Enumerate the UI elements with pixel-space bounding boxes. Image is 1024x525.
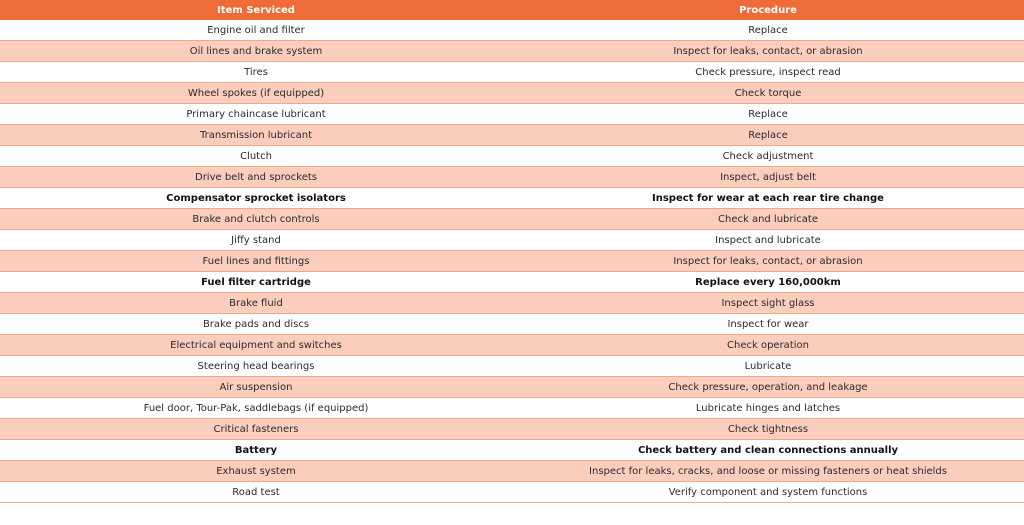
cell-item-serviced: Critical fasteners xyxy=(0,419,512,440)
table-body xyxy=(0,20,1024,503)
cell-procedure: Inspect and lubricate xyxy=(512,230,1024,251)
table-row xyxy=(0,125,1024,146)
table-row xyxy=(0,167,1024,188)
table-row xyxy=(0,83,1024,104)
cell-procedure: Check battery and clean connections annually xyxy=(512,440,1024,461)
cell-item-serviced: Transmission lubricant xyxy=(0,125,512,146)
cell-procedure: Replace xyxy=(512,104,1024,125)
cell-item-serviced: Fuel filter cartridge xyxy=(0,272,512,293)
cell-item-serviced: Engine oil and filter xyxy=(0,20,512,41)
cell-procedure: Check operation xyxy=(512,335,1024,356)
table-row xyxy=(0,209,1024,230)
table-row xyxy=(0,461,1024,482)
cell-item-serviced: Wheel spokes (if equipped) xyxy=(0,83,512,104)
cell-item-serviced: Compensator sprocket isolators xyxy=(0,188,512,209)
cell-item-serviced: Air suspension xyxy=(0,377,512,398)
cell-item-serviced: Primary chaincase lubricant xyxy=(0,104,512,125)
table-header xyxy=(0,0,1024,20)
cell-item-serviced: Brake pads and discs xyxy=(0,314,512,335)
table-row xyxy=(0,104,1024,125)
cell-procedure: Replace xyxy=(512,20,1024,41)
cell-procedure: Inspect for leaks, cracks, and loose or missing fasteners or heat shields xyxy=(512,461,1024,482)
table-row xyxy=(0,398,1024,419)
table-row xyxy=(0,314,1024,335)
cell-procedure: Inspect, adjust belt xyxy=(512,167,1024,188)
cell-procedure: Inspect for wear at each rear tire change xyxy=(512,188,1024,209)
table-row xyxy=(0,251,1024,272)
cell-procedure: Check and lubricate xyxy=(512,209,1024,230)
cell-procedure: Check pressure, operation, and leakage xyxy=(512,377,1024,398)
cell-procedure: Inspect for wear xyxy=(512,314,1024,335)
cell-item-serviced: Road test xyxy=(0,482,512,503)
cell-procedure: Check adjustment xyxy=(512,146,1024,167)
cell-procedure: Check torque xyxy=(512,83,1024,104)
table-row xyxy=(0,293,1024,314)
cell-item-serviced: Tires xyxy=(0,62,512,83)
cell-item-serviced: Exhaust system xyxy=(0,461,512,482)
table-row xyxy=(0,41,1024,62)
table-row xyxy=(0,230,1024,251)
column-header-item-serviced: Item Serviced xyxy=(0,0,512,20)
table-row xyxy=(0,482,1024,503)
table-row xyxy=(0,62,1024,83)
table-row xyxy=(0,20,1024,41)
cell-procedure: Inspect sight glass xyxy=(512,293,1024,314)
table-row xyxy=(0,377,1024,398)
table-row xyxy=(0,188,1024,209)
cell-procedure: Inspect for leaks, contact, or abrasion xyxy=(512,41,1024,62)
cell-item-serviced: Jiffy stand xyxy=(0,230,512,251)
cell-item-serviced: Clutch xyxy=(0,146,512,167)
cell-item-serviced: Brake and clutch controls xyxy=(0,209,512,230)
cell-procedure: Lubricate hinges and latches xyxy=(512,398,1024,419)
cell-item-serviced: Oil lines and brake system xyxy=(0,41,512,62)
cell-procedure: Verify component and system functions xyxy=(512,482,1024,503)
table-row xyxy=(0,440,1024,461)
cell-item-serviced: Brake fluid xyxy=(0,293,512,314)
cell-item-serviced: Electrical equipment and switches xyxy=(0,335,512,356)
cell-item-serviced: Fuel lines and fittings xyxy=(0,251,512,272)
table-row xyxy=(0,335,1024,356)
table-row xyxy=(0,272,1024,293)
cell-procedure: Replace every 160,000km xyxy=(512,272,1024,293)
cell-item-serviced: Drive belt and sprockets xyxy=(0,167,512,188)
cell-item-serviced: Steering head bearings xyxy=(0,356,512,377)
table-row xyxy=(0,356,1024,377)
cell-procedure: Lubricate xyxy=(512,356,1024,377)
cell-item-serviced: Fuel door, Tour-Pak, saddlebags (if equipped) xyxy=(0,398,512,419)
column-header-procedure: Procedure xyxy=(512,0,1024,20)
cell-procedure: Check pressure, inspect read xyxy=(512,62,1024,83)
cell-procedure: Replace xyxy=(512,125,1024,146)
cell-procedure: Inspect for leaks, contact, or abrasion xyxy=(512,251,1024,272)
table-row xyxy=(0,146,1024,167)
header-row xyxy=(0,0,1024,20)
cell-procedure: Check tightness xyxy=(512,419,1024,440)
cell-item-serviced: Battery xyxy=(0,440,512,461)
table-row xyxy=(0,419,1024,440)
